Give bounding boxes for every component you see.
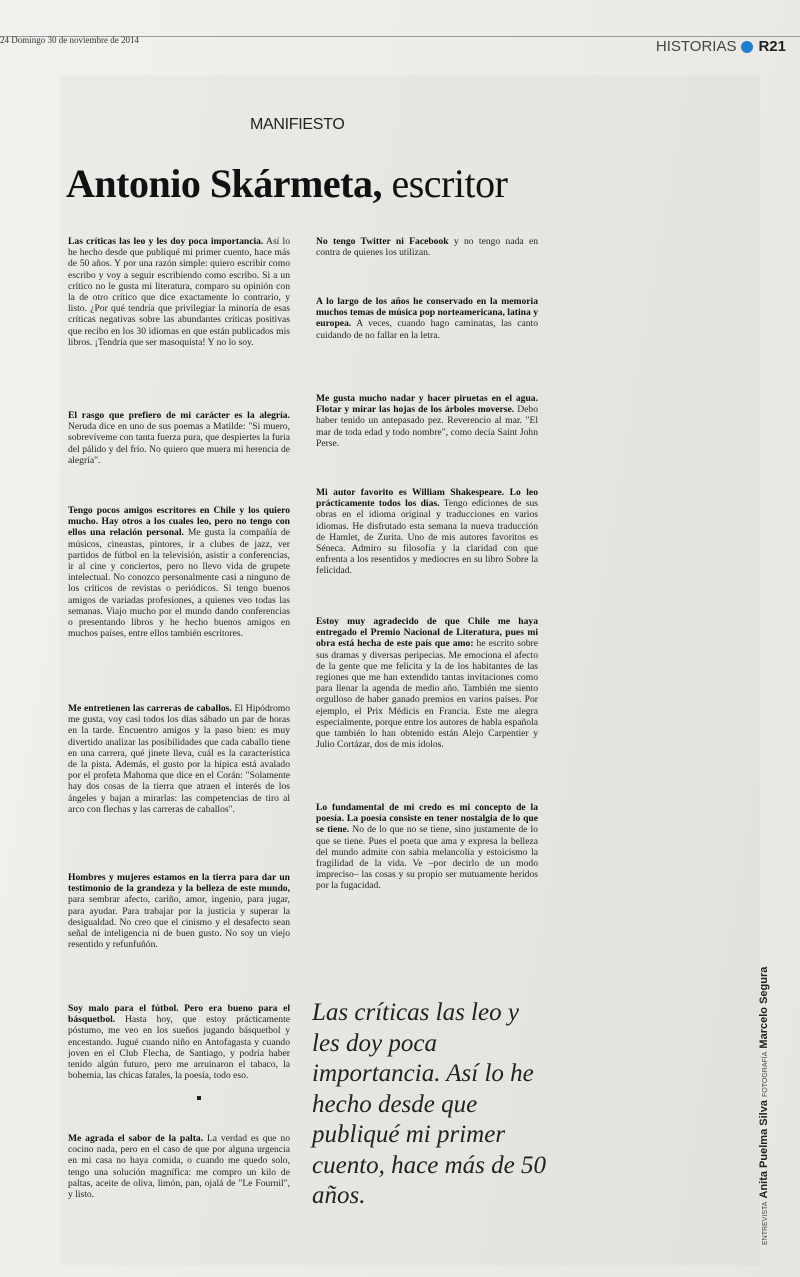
section-name: HISTORIAS	[655, 38, 737, 55]
paragraph-lead: No tengo Twitter ni Facebook	[316, 236, 449, 247]
headline	[66, 160, 507, 207]
paragraph-body: Me gusta la compañía de músicos, cineastas, pintores, ir a clubes de jazz, ver partidos de fútbol en la televisión, asistir a conferencias, ir al cine y conciertos, pero no llevo vida de grupete intelectual. No conozco personalmente casi a ninguno de los críticos de revistas o periódicos. Si tengo buenos amigos de variadas profesiones, a quienes veo todas las semanas. Viajo mucho por el mundo dando conferencias o presentando libros y he hecho buenos amigos en muchos países, entre ellos también escritores.	[68, 527, 290, 640]
paragraph-lead: Las críticas las leo y les doy poca importancia.	[68, 236, 264, 247]
paragraph-body: y no tengo nada en contra de quienes los utilizan.	[316, 236, 538, 259]
paragraph	[316, 616, 538, 750]
section-code: R21	[758, 38, 786, 55]
section-header	[656, 38, 786, 55]
interviewer-name: Anita Puelma Silva	[758, 1100, 770, 1199]
paragraph	[316, 393, 538, 449]
paragraph-body: No de lo que no se tiene, sino justamente de lo que se tiene. Pues el poeta que ama y expresa la belleza del mundo admite con sabia melancolía y estoicismo la fragilidad de la vida. Ve –por decirlo de un modo impreciso– las cosas y su propio ser mutuamente heridos por la fugacidad.	[316, 824, 538, 892]
paragraph-lead: Me entretienen las carreras de caballos.	[68, 703, 232, 714]
paragraph	[68, 236, 290, 348]
paragraph	[316, 487, 538, 577]
paragraph	[68, 410, 290, 466]
paragraph-lead: Mi autor favorito es William Shakespeare. Lo leo prácticamente todos los días.	[316, 487, 538, 510]
end-bullet	[197, 1096, 201, 1100]
page-date: 24 Domingo 30 de noviembre de 2014	[0, 35, 139, 45]
paragraph-lead: Lo fundamental de mi credo es mi concepto de la poesía. La poesía consiste en tener nostalgia de lo que se tiene.	[316, 802, 538, 836]
paragraph	[68, 1003, 290, 1081]
paragraph-lead: Estoy muy agradecido de que Chile me haya entregado el Premio Nacional de Literatura, pues mi obra está hecha de este país que amo:	[316, 616, 538, 650]
paragraph-lead: A lo largo de los años he conservado en la memoria muchos temas de música pop norteamericana, latina y europea.	[316, 296, 538, 330]
paragraph-body: La verdad es que no cocino nada, pero en el caso de que por alguna urgencia en mi casa no haya comida, o cuando me quedo solo, tengo una solución magnífica: me compro un kilo de paltas, aceite de oliva, limón, pan, ojalá de "Le Fournil", y listo.	[68, 1133, 290, 1201]
kicker: MANIFIESTO	[250, 116, 345, 133]
photo-label: FOTOGRAFÍA	[762, 1051, 769, 1097]
headline-role: escritor	[381, 161, 508, 206]
paragraph	[68, 872, 290, 950]
paragraph-lead: Soy malo para el fútbol. Pero era bueno para el básquetbol.	[68, 1003, 290, 1026]
paragraph-lead: Tengo pocos amigos escritores en Chile y los quiero mucho. Hay otros a los cuales leo, pero no tengo con ellos una relación personal.	[68, 505, 290, 539]
paragraph-body: El Hipódromo me gusta, voy casi todos los días sábado un par de horas en la tarde. Encuentro amigos y la paso bien: es muy divertido analizar las posibilidades que cada caballo tiene en una carrera, qué jinete lleva, cuál es la característica de la pista. Además, el gusto por la hípica está avalado por el profeta Mahoma que dice en el Corán: "Solamente hay dos cosas de la tierra que atraen el interés de los ángeles y bajan a mirarlas: las competencias de tiro al arco con flechas y las carreras de caballos".	[68, 703, 291, 815]
paragraph-body: para sembrar afecto, cariño, amor, ingenio, para jugar, para ayudar. Para trabajar por la justicia y superar la desigualdad. No creo que el cinismo y el desafecto sean señal de inteligencia ni de buen gusto. No soy un viejo resentido y refunfuñón.	[68, 894, 290, 951]
paragraph-lead: Hombres y mujeres estamos en la tierra para dar un testimonio de la grandeza y la belleza de este mundo,	[68, 872, 290, 895]
paragraph-lead: El rasgo que prefiero de mi carácter es la alegría.	[68, 410, 290, 421]
byline-credits	[758, 967, 770, 1245]
paragraph-lead: Me gusta mucho nadar y hacer piruetas en el agua. Flotar y mirar las hojas de los árboles moverse.	[316, 393, 538, 416]
section-dot-icon	[741, 41, 753, 53]
headline-name: Antonio Skármeta,	[66, 161, 382, 206]
paragraph-body: he escrito sobre sus dramas y diversas peripecias. Me emociona el afecto de la gente que me felicita y la de los habitantes de las regiones que me han extendido tantas invitaciones como para llenar la agenda de medio año. También me siento orgulloso de haber ganado premios en varios países. Por ejemplo, el Prix Médicis en Francia. Este me alegra especialmente, porque entre los autores de habla española que también lo han obtenido están Alejo Carpentier y Julio Cortázar, dos de mis ídolos.	[316, 638, 538, 751]
paragraph-body: Tengo ediciones de sus obras en el idioma original y traducciones en varios idiomas. He disfrutado esta semana la nueva traducción de Hamlet, de Zurita. Uno de mis autores favoritos es Séneca. Admiro su filosofía y la claridad con que enfrenta a los resentidos y mediocres en su libro Sobre la felicidad.	[316, 498, 538, 577]
paragraph	[316, 296, 538, 341]
paragraph	[316, 802, 538, 892]
photographer-name: Marcelo Segura	[758, 966, 770, 1049]
paragraph	[316, 236, 538, 258]
paragraph-lead: Me agrada el sabor de la palta.	[68, 1133, 204, 1144]
paragraph	[68, 1133, 290, 1200]
paragraph-body: Neruda dice en uno de sus poemas a Matilde: "Si muero, sobrevíveme con tanta fuerza pura, que despiertes la furia del pálido y del frío. No quiero que muera mi herencia de alegría".	[68, 421, 290, 466]
pull-quote: Las críticas las leo y les doy poca importancia. Así lo he hecho desde que publiqué mi primer cuento, hace más de 50 años.	[312, 999, 546, 1209]
interview-label: ENTREVISTA	[762, 1201, 769, 1245]
paragraph-body: Debo haber tenido un antepasado pez. Reverencio al mar. "El mar de toda edad y todo nombre", como decía Saint John Perse.	[316, 404, 538, 449]
paragraph	[68, 703, 290, 815]
paragraph-body: Así lo he hecho desde que publiqué mi primer cuento, hace más de 50 años. Y por una razón simple: quiero escribir como escribo y voy a seguir escribiendo como escribo. Si a un crítico no le gusta mi literatura, comparo su opinión con la de otro crítico que dice exactamente lo contrario, y listo. ¿Por qué tendría que privilegiar la minoría de esas críticas negativas sobre las abundantes críticas positivas que recibo en los 30 idiomas en que están publicados mis libros. ¡Tendría que ser masoquista! Y no lo soy.	[68, 236, 291, 348]
paragraph-body: Hasta hoy, que estoy prácticamente póstumo, me veo en los sueños jugando básquetbol y encestando. Jugué cuando niño en Antofagasta y cuando joven en el Club Flecha, de Santiago, y podría haber tenido algún futuro, pero me arruinaron el tabaco, la bohemia, las chicas fatales, la poesía, todo eso.	[68, 1014, 290, 1082]
paragraph-body: A veces, cuando hago caminatas, las canto cuidando de no fallar en la letra.	[316, 318, 538, 341]
paragraph	[68, 505, 290, 639]
